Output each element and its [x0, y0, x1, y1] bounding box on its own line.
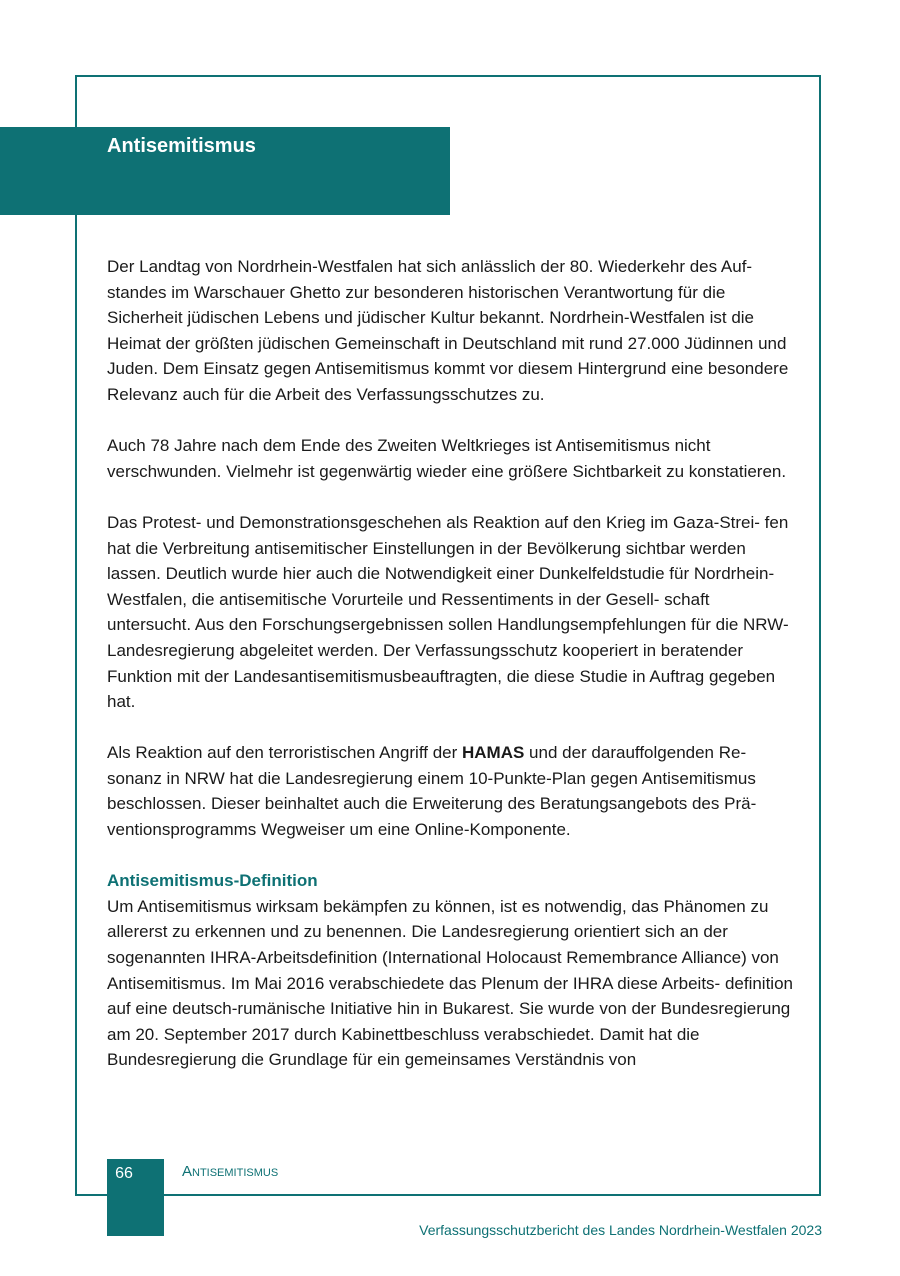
main-content — [107, 254, 793, 1073]
paragraph-1: Der Landtag von Nordrhein-Westfalen hat sich anlässlich der 80. Wiederkehr des Auf- standes im Warschauer Ghetto zur besonderen historischen Verantwortung für die Sicherheit jüdischen Lebens und jüdischer Kultur bekannt. Nordrhein-Westfalen ist die Heimat der größten jüdischen Gemeinschaft in Deutschland mit rund 27.000 Jüdinnen und Juden. Dem Einsatz gegen Antisemitismus kommt vor diesem Hintergrund eine besondere Relevanz auch für die Arbeit des Verfassungsschutzes zu. — [107, 257, 789, 404]
hamas-emphasis: HAMAS — [461, 743, 525, 763]
footer-title: Verfassungsschutzbericht des Landes Nordrhein-Westfalen 2023 — [419, 1222, 822, 1238]
title-band — [0, 127, 450, 215]
paragraph-4-start: Als Reaktion auf den terroristischen Angriff der — [107, 743, 462, 763]
running-section-label: Antisemitismus — [182, 1163, 279, 1180]
paragraph-4 — [107, 740, 793, 842]
paragraph-3: Das Protest- und Demonstrationsgeschehen als Reaktion auf den Krieg im Gaza-Strei- fen hat die Verbreitung antisemitischer Einstellungen in der Bevölkerung sichtbar werden lassen. Deutlich wurde hier auch die Notwendigkeit einer Dunkelfeldstudie für Nordrhein-Westfalen, die antisemitische Vorurteile und Ressentiments in der Gesell- schaft untersucht. Aus den Forschungsergebnissen sollen Handlungsempfehlungen für die NRW-Landesregierung abgeleitet werden. Der Verfassungsschutz kooperiert in beratender Funktion mit der Landesantisemitismusbeauftragten, die diese Studie in Auftrag gegeben hat. — [107, 512, 789, 712]
page-title: Antisemitismus — [107, 135, 256, 157]
page-number-tab — [107, 1159, 164, 1236]
paragraph-2: Auch 78 Jahre nach dem Ende des Zweiten Weltkrieges ist Antisemitismus nicht verschwunden. Vielmehr ist gegenwärtig wieder eine größere Sichtbarkeit zu konstatieren. — [107, 436, 787, 481]
definition-section — [107, 868, 793, 1073]
page-number: 66 — [115, 1165, 133, 1182]
section-subheading: Antisemitismus-Definition — [107, 871, 318, 891]
paragraph-5: Um Antisemitismus wirksam bekämpfen zu können, ist es notwendig, das Phänomen zu allererst zu erkennen und zu benennen. Die Landesregierung orientiert sich an der sogenannten IHRA-Arbeitsdefinition (International Holocaust Remembrance Alliance) von Antisemitismus. Im Mai 2016 verabschiedete das Plenum der IHRA diese Arbeits- definition auf eine deutsch-rumänische Initiative hin in Bukarest. Sie wurde von der Bundesregierung am 20. September 2017 durch Kabinettbeschluss verabschiedet. Damit hat die Bundesregierung die Grundlage für ein gemeinsames Verständnis von — [107, 896, 793, 1070]
paragraph-4-end: und der darauffolgenden Re- sonanz in NRW hat die Landesregierung einem 10-Punkte-Plan gegen Antisemitismus beschlossen. Dieser beinhaltet auch die Erweiterung des Beratungsangebots des Prä- ventionsprogramms Wegweiser um eine Online-Komponente. — [107, 743, 757, 840]
